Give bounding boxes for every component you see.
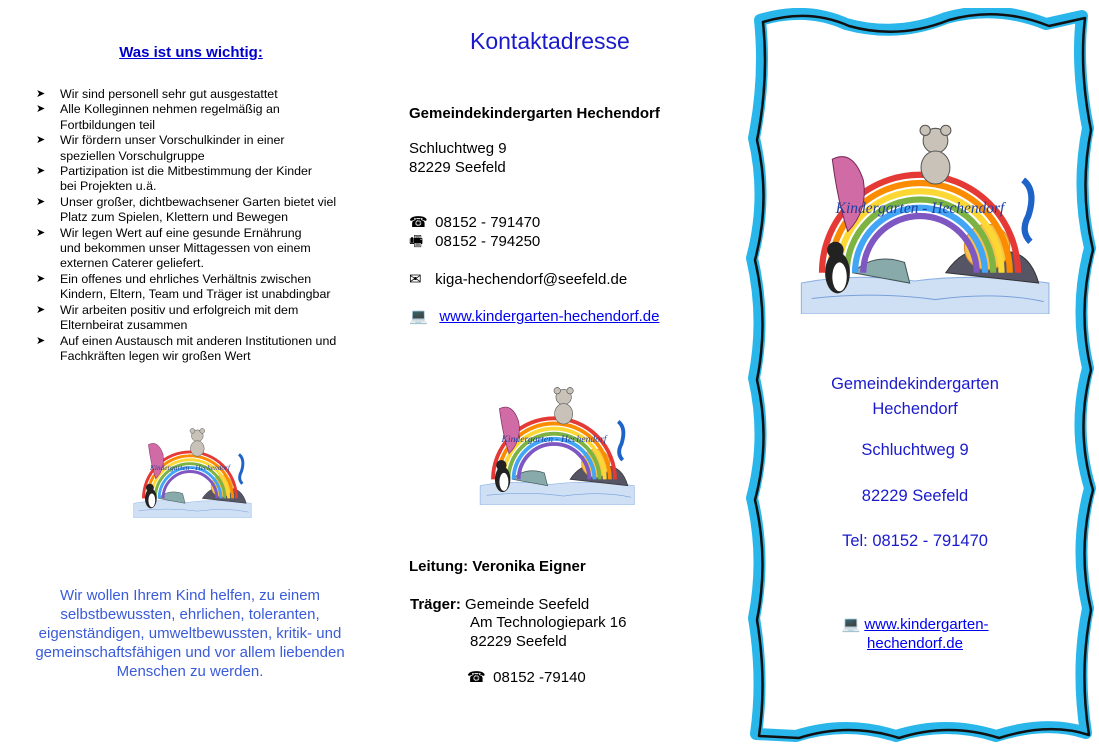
logo-text: Kindergarten - Hechendorf	[501, 434, 607, 446]
website-link[interactable]: www.kindergarten-hechendorf.de	[439, 308, 660, 325]
traeger-city: 82229 Seefeld	[470, 633, 567, 650]
list-item: ➤ Ein offenes und ehrliches Verhältnis zwischen Kindern, Eltern, Team und Träger ist unabdingbar	[36, 271, 331, 302]
kindergarten-logo	[470, 383, 638, 505]
leitung: Leitung: Veronika Eigner	[409, 558, 586, 575]
right-web	[770, 615, 1060, 653]
logo-text: Kindergarten - Hechendorf	[835, 199, 1005, 217]
list-item: ➤ Wir arbeiten positiv und erfolgreich mit dem Elternbeirat zusammen	[36, 302, 299, 333]
kindergarten-logo	[128, 425, 252, 518]
list-item: ➤ Wir fördern unser Vorschulkinder in einer speziellen Vorschulgruppe	[36, 133, 285, 163]
mission-quote: Wir wollen Ihrem Kind helfen, zu einem selbstbewussten, ehrlichen, toleranten, eigenständigen, umweltbewussten, kritik- und gemeinschaftsfähigen und vor allem liebenden Menschen zu werden.	[35, 587, 345, 680]
right-tel: Tel: 08152 - 791470	[842, 532, 988, 550]
right-name: Gemeindekindergarten Hechendorf	[831, 375, 999, 418]
arrow-bullet-icon: ➤	[36, 195, 46, 208]
list-item: ➤ Alle Kolleginnen nehmen regelmäßig an Fortbildungen teil	[36, 102, 280, 132]
arrow-bullet-icon: ➤	[36, 165, 46, 178]
fax-icon: 🖷	[409, 233, 424, 250]
right-city: 82229 Seefeld	[861, 487, 969, 505]
phone-row: ☎ 08152 - 791470	[409, 214, 541, 231]
computer-icon: 💻	[409, 308, 428, 325]
phone-icon: ☎	[409, 214, 428, 231]
fax-row: 🖷 08152 - 794250	[409, 233, 541, 250]
envelope-icon: ✉	[409, 271, 422, 288]
list-item: ➤ Partizipation ist die Mitbestimmung der Kinder bei Projekten u.ä.	[36, 164, 313, 194]
left-heading: Was ist uns wichtig:	[119, 44, 263, 61]
city: 82229 Seefeld	[409, 159, 506, 176]
phone-icon: ☎	[467, 669, 486, 686]
traeger-street: Am Technologiepark 16	[470, 614, 627, 631]
logo-text: Kindergarten - Hechendorf	[150, 463, 230, 473]
list-item: ➤ Wir legen Wert auf eine gesunde Ernährung und bekommen unser Mittagessen von einem externen Caterer geliefert.	[36, 225, 311, 271]
right-street: Schluchtweg 9	[861, 441, 969, 459]
arrow-bullet-icon: ➤	[36, 272, 46, 285]
list-item: ➤ Auf einen Austausch mit anderen Institutionen und Fachkräften legen wir großen Wert	[36, 333, 337, 363]
kindergarten-logo	[790, 118, 1050, 314]
arrow-bullet-icon: ➤	[36, 303, 46, 316]
street: Schluchtweg 9	[409, 140, 507, 157]
computer-icon: 💻	[841, 616, 861, 633]
kindergarten-name: Gemeindekindergarten Hechendorf	[409, 105, 660, 122]
right-website-link-2[interactable]: hechendorf.de	[867, 635, 963, 652]
arrow-bullet-icon: ➤	[36, 134, 46, 147]
arrow-bullet-icon: ➤	[36, 103, 46, 116]
web-row	[409, 307, 659, 326]
contact-title: Kontaktadresse	[470, 28, 630, 54]
arrow-bullet-icon: ➤	[36, 88, 46, 100]
email-link[interactable]: kiga-hechendorf@seefeld.de	[435, 271, 628, 288]
traeger-phone-row: ☎ 08152 -79140	[467, 669, 586, 686]
arrow-bullet-icon: ➤	[36, 334, 46, 347]
list-item: ➤ Wir sind personell sehr gut ausgestattet	[36, 87, 278, 101]
values-list	[36, 87, 376, 364]
email-row	[409, 270, 627, 289]
right-website-link-1[interactable]: www.kindergarten-	[864, 616, 989, 633]
arrow-bullet-icon: ➤	[36, 226, 46, 239]
list-item: ➤ Unser großer, dichtbewachsener Garten bietet viel Platz zum Spielen, Klettern und Bewegen	[36, 194, 337, 225]
traeger-label-row: Träger: Gemeinde Seefeld	[410, 596, 590, 613]
